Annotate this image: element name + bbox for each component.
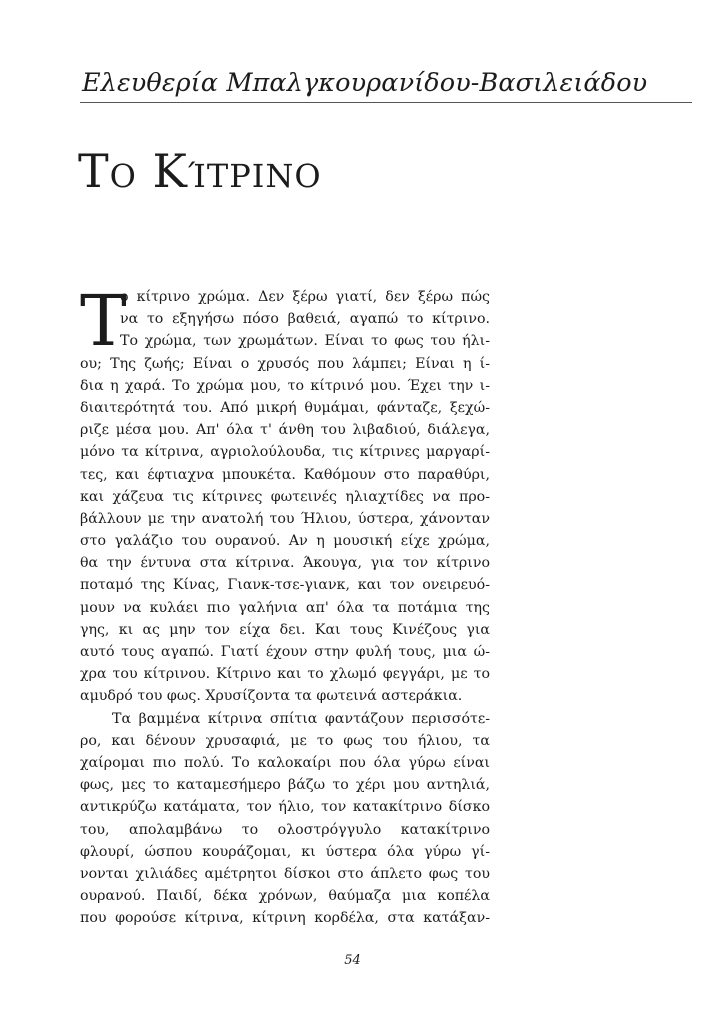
text-line: δια η χαρά. Το χρώμα μου, το κίτρινό μου. Έχει την ι-: [80, 377, 490, 394]
text-line: του, απολαμβάνω το ολοστρόγγυλο κατακίτρινο: [80, 821, 490, 838]
text-line: ριζε μέσα μου. Απ' όλα τ' άνθη του λιβαδιού, διάλεγα,: [80, 422, 490, 439]
author-name: Ελευθερία Μπαλγκουρανίδου-Βασιλειάδου: [82, 68, 648, 98]
header-rule: [80, 102, 692, 103]
text-line: ου; Της ζωής; Είναι ο χρυσός που λάμπει; Είναι η ί-: [80, 355, 490, 372]
text-line: θα την έντυνα στα κίτρινα. Άκουγα, για τον κίτρινο: [80, 555, 490, 572]
text-line: στο γαλάζιο του ουρανού. Αν η μουσική είχε χρώμα,: [80, 533, 490, 550]
drop-cap: Τ: [80, 280, 127, 362]
text-line: μουν να κυλάει πιο γαλήνια απ' όλα τα ποτάμια της: [80, 599, 490, 616]
text-line: μόνο τα κίτρινα, αγριολούλουδα, τις κίτρινες μαργαρί-: [80, 444, 490, 461]
text-line: νονται χιλιάδες αμέτρητοι δίσκοι στο άπλετο φως του: [80, 865, 490, 882]
text-line: Τα βαμμένα κίτρινα σπίτια φαντάζουν περισσότε-: [112, 710, 490, 727]
text-line: που φορούσε κίτρινα, κίτρινη κορδέλα, στα κατάξαν-: [80, 910, 490, 927]
text-line: Το χρώμα, των χρωμάτων. Είναι το φως του ήλι-: [120, 333, 490, 350]
text-line: ο κίτρινο χρώμα. Δεν ξέρω γιατί, δεν ξέρω πώς: [120, 289, 490, 305]
text-line: να το εξηγήσω πόσο βαθειά, αγαπώ το κίτρινο.: [120, 311, 490, 328]
page-number: 54: [344, 953, 361, 968]
text-line: αντικρύζω κατάματα, τον ήλιο, τον κατακίτρινο δίσκο: [80, 799, 490, 816]
text-line: γης, κι ας μην τον είχα δει. Και τους Κινέζους για: [80, 621, 490, 638]
text-line: τες, και έφτιαχνα μπουκέτα. Καθόμουν στο παραθύρι,: [80, 466, 490, 483]
text-line: και χάζευα τις κίτρινες φωτεινές ηλιαχτίδες να προ-: [80, 488, 490, 505]
text-line: βάλλουν με την ανατολή του Ήλιου, ύστερα, χάνονταν: [80, 510, 490, 527]
text-line: ρο, και δένουν χρυσαφιά, με το φως του ήλιου, τα: [80, 732, 490, 749]
text-line: ουρανού. Παιδί, δέκα χρόνων, θαύμαζα μια κοπέλα: [80, 888, 490, 905]
body-text: [80, 280, 490, 929]
text-line: διαιτερότητά του. Από μικρή θυμάμαι, φάνταζε, ξεχώ-: [80, 399, 490, 416]
text-line: αυτό τους αγαπώ. Γιατί έχουν στην φυλή τους, μια ώ-: [80, 644, 490, 660]
text-line: χαίρομαι πιο πολύ. Το καλοκαίρι που όλα γύρω είναι: [80, 754, 490, 771]
page-title: Το Κίτρινο: [78, 144, 322, 198]
text-line: φως, μες το καταμεσήμερο βάζω το χέρι μου αντηλιά,: [80, 777, 490, 794]
text-line: ποταμό της Κίνας, Γιανκ-τσε-γιανκ, και τον ονειρευό-: [80, 577, 490, 594]
text-line: φλουρί, ώσπου κουράζομαι, κι ύστερα όλα γύρω γί-: [80, 843, 490, 860]
text-line: χρα του κίτρινου. Κίτρινο και το χλωμό φεγγάρι, με το: [80, 666, 490, 683]
text-line: αμυδρό του φως. Χρυσίζοντα τα φωτεινά αστεράκια.: [80, 688, 463, 705]
